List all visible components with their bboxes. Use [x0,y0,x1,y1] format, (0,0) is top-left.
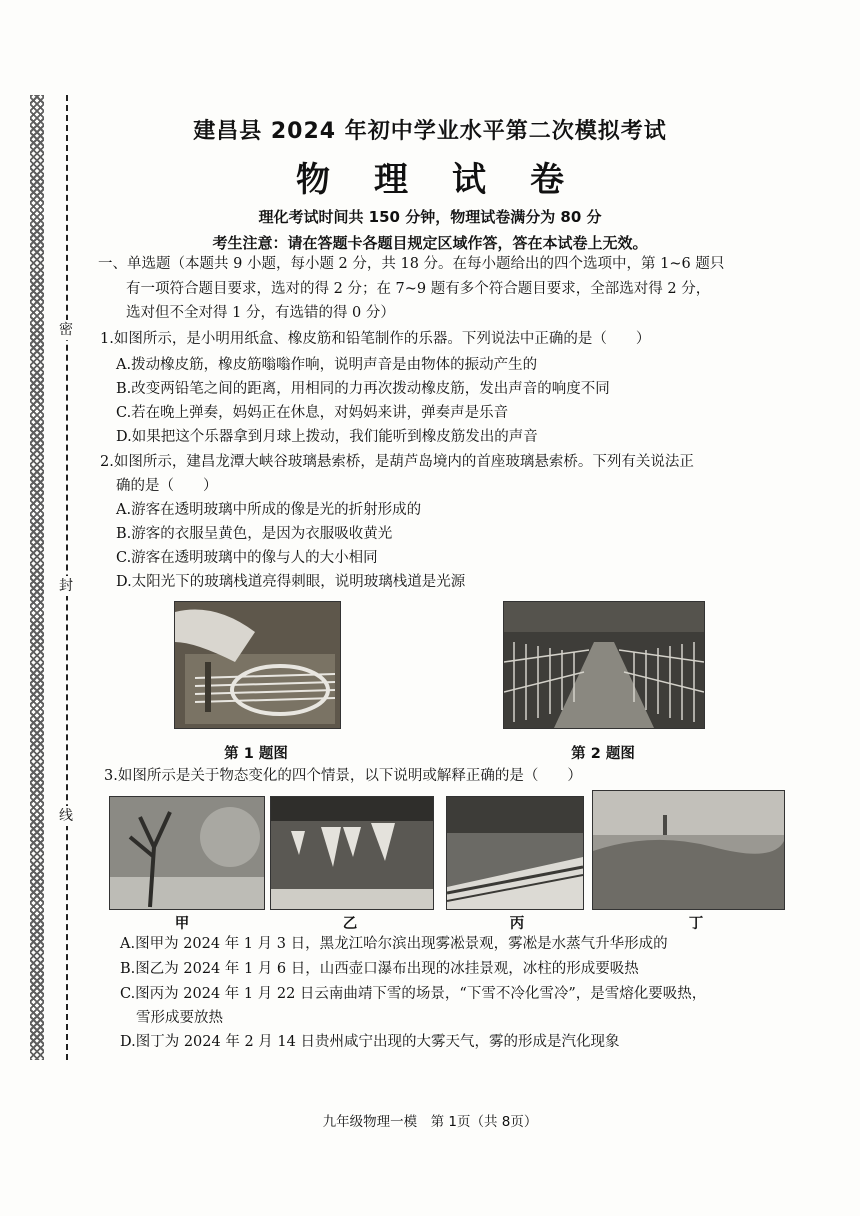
q3-label-ding: 丁 [688,916,704,932]
q2-stem-line-1: 2.如图所示，建昌龙潭大峡谷玻璃悬索桥，是葫芦岛境内的首座玻璃悬索桥。下列有关说法正 [100,454,694,470]
seal-mark-xian: 线 [56,806,76,826]
q3-photo-ding [592,790,785,910]
section1-line-2: 有一项符合题目要求，选对的得 2 分；在 7~9 题有多个符合题目要求，全部选对得 2 分， [126,281,711,297]
figure-1-drawing [175,602,340,728]
q1-option-c: C.若在晚上弹奏，妈妈正在休息，对妈妈来讲，弹奏声是乐音 [116,405,509,421]
q2-option-b: B.游客的衣服呈黄色，是因为衣服吸收黄光 [116,526,393,542]
exam-title: 建昌县 2024 年初中学业水平第二次模拟考试 [193,119,667,144]
q1-option-b: B.改变两铅笔之间的距离，用相同的力再次拨动橡皮筋，发出声音的响度不同 [116,381,610,397]
section1-line-3: 选对但不全对得 1 分，有选错的得 0 分） [126,305,395,321]
seal-mark-mi: 密 [56,320,76,340]
q3-photo-yi [270,796,434,910]
q3-option-c: C.图丙为 2024 年 1 月 22 日云南曲靖下雪的场景，“下雪不冷化雪冷”，是雪熔化要吸热， [120,986,707,1002]
subject-title: 物理试卷 [296,160,608,200]
q2-stem-line-2: 确的是（ ） [116,478,218,494]
figure-2-photo [503,601,705,729]
q3-stem: 3.如图所示是关于物态变化的四个情景，以下说明或解释正确的是（ ） [104,768,582,784]
page-footer: 九年级物理一模 第 1页（共 8页） [322,1114,538,1130]
figure-1-caption: 第 1 题图 [224,746,288,762]
exam-notice: 考生注意：请在答题卡各题目规定区域作答，答在本试卷上无效。 [212,234,648,252]
q3-label-yi: 乙 [342,916,358,932]
figure-1-photo [174,601,341,729]
q3-label-bing: 丙 [509,916,525,932]
q2-option-a: A.游客在透明玻璃中所成的像是光的折射形成的 [116,502,422,518]
q2-option-c: C.游客在透明玻璃中的像与人的大小相同 [116,550,378,566]
seal-mark-feng: 封 [56,576,76,596]
q3-option-b: B.图乙为 2024 年 1 月 6 日，山西壶口瀑布出现的冰挂景观，冰柱的形成要吸热 [120,961,639,977]
q3-photo-ding-drawing [593,791,784,909]
q1-option-a: A.拨动橡皮筋，橡皮筋嗡嗡作响，说明声音是由物体的振动产生的 [116,357,538,373]
q3-label-jia: 甲 [174,916,190,932]
q3-photo-jia-drawing [110,797,264,909]
q2-option-d: D.太阳光下的玻璃栈道亮得刺眼，说明玻璃栈道是光源 [116,574,466,590]
q1-stem: 1.如图所示，是小明用纸盒、橡皮筋和铅笔制作的乐器。下列说法中正确的是（ ） [100,331,651,347]
figure-2-caption: 第 2 题图 [571,746,635,762]
q3-photo-yi-drawing [271,797,433,909]
q1-option-d: D.如果把这个乐器拿到月球上拨动，我们能听到橡皮筋发出的声音 [116,429,538,445]
time-note: 理化考试时间共 150 分钟，物理试卷满分为 80 分 [258,208,602,226]
q3-photo-jia [109,796,265,910]
q3-photo-bing [446,796,584,910]
q3-option-c-cont: 雪形成要放热 [136,1010,223,1026]
q3-option-a: A.图甲为 2024 年 1 月 3 日，黑龙江哈尔滨出现雾凇景观，雾凇是水蒸气升华形成的 [120,936,668,952]
q3-photo-bing-drawing [447,797,583,909]
q3-option-d: D.图丁为 2024 年 2 月 14 日贵州咸宁出现的大雾天气，雾的形成是汽化现象 [120,1034,620,1050]
section1-line-1: 一、单选题（本题共 9 小题，每小题 2 分，共 18 分。在每小题给出的四个选项中，第 1~6 题只 [98,256,725,272]
figure-2-drawing [504,602,704,728]
